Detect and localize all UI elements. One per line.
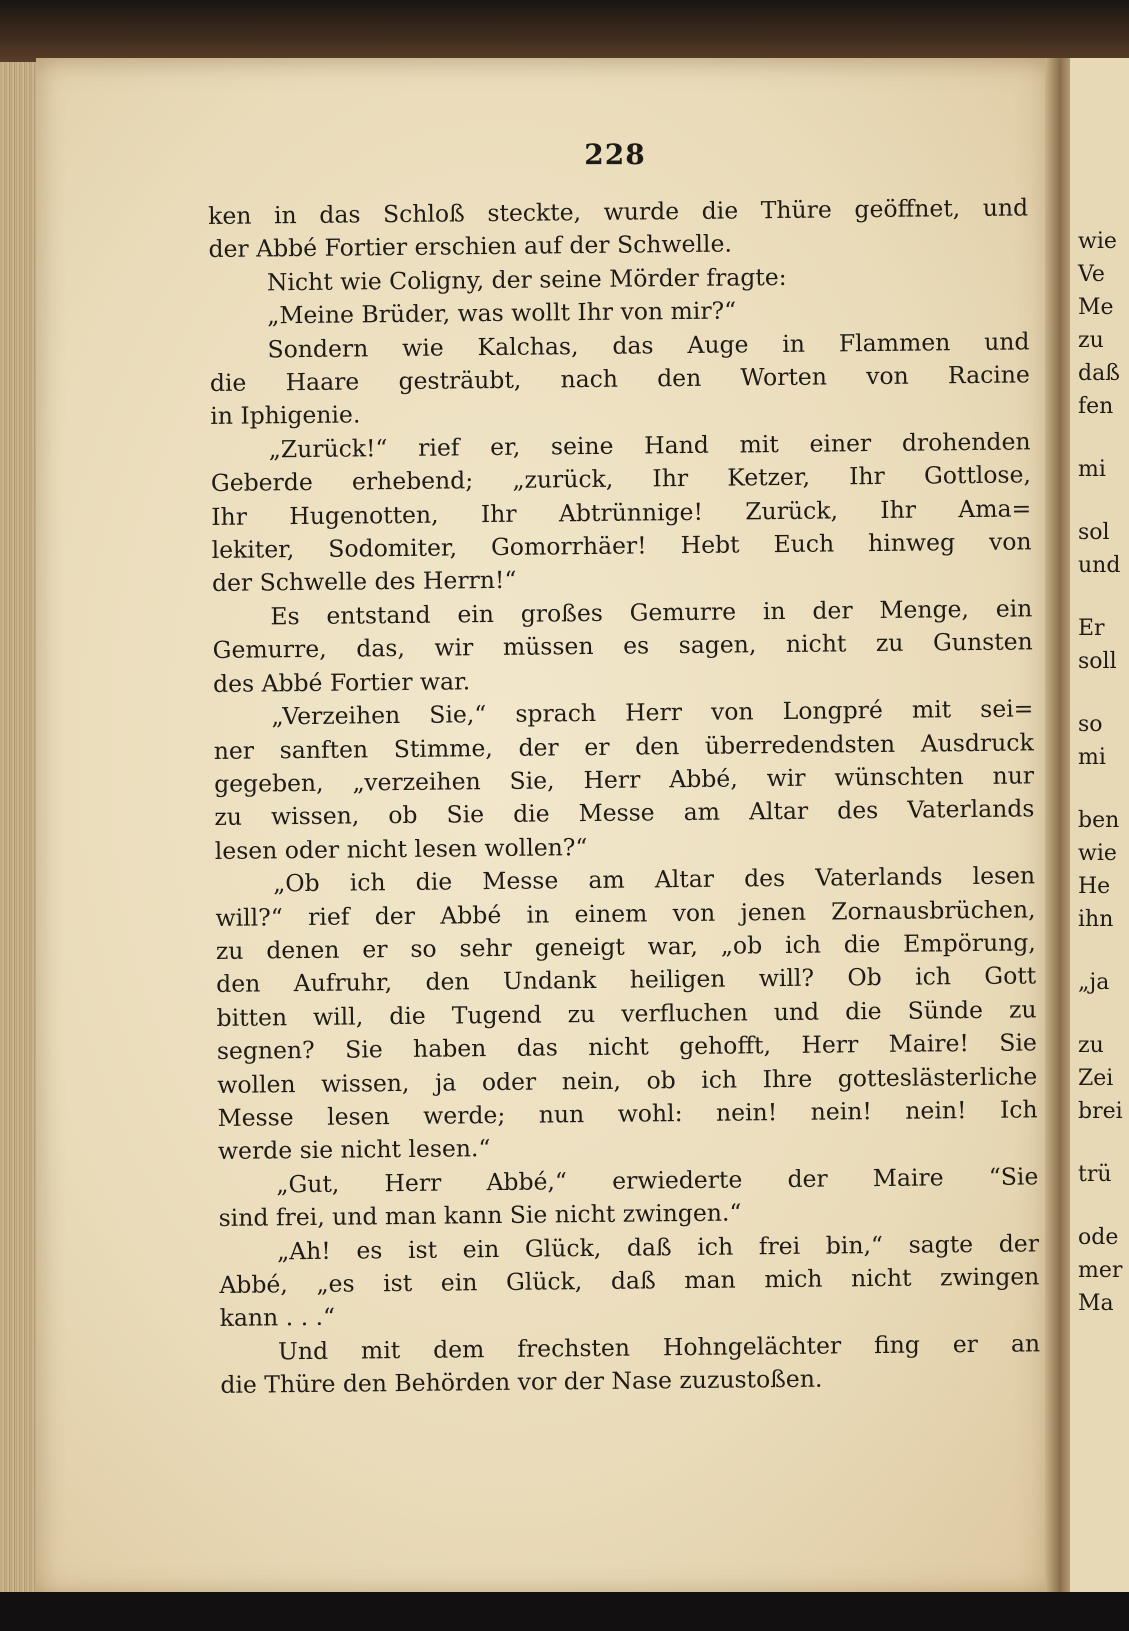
facing-page-fragment: mer: [1078, 1258, 1123, 1283]
text-line: werde sie nicht lesen.“: [217, 1134, 491, 1166]
facing-page-fragment: so: [1078, 712, 1103, 737]
facing-page-fragment: trü: [1078, 1162, 1112, 1187]
text-line: gegeben, „verzeihen Sie, Herr Abbé, wir wünschten nur: [213, 761, 1035, 798]
facing-page-fragment: Ve: [1078, 262, 1105, 287]
text-line: bitten will, die Tugend zu verfluchen und die Sünde zu: [216, 995, 1037, 1032]
page-stack-edges: [0, 62, 40, 1592]
facing-page-fragment: ode: [1078, 1225, 1119, 1250]
page-number: 228: [584, 138, 646, 171]
book-bottom-edge: [0, 1592, 1129, 1631]
text-line: „Ah! es ist ein Glück, daß ich frei bin,“ sagte der: [276, 1228, 1040, 1265]
text-line: in Iphigenie.: [210, 400, 361, 431]
facing-page-fragment: ihn: [1078, 907, 1114, 932]
text-line: Abbé, „es ist ein Glück, daß man mich nicht zwingen: [219, 1262, 1040, 1299]
facing-page-fragment: brei: [1078, 1099, 1123, 1124]
text-line: Und mit dem frechsten Hohngelächter fing er an: [277, 1329, 1041, 1366]
facing-page-fragment: fen: [1078, 394, 1114, 419]
text-line: „Gut, Herr Abbé,“ erwiederte der Maire “Sie: [276, 1162, 1039, 1199]
text-line: „Meine Brüder, was wollt Ihr von mir?“: [267, 296, 737, 330]
text-line: ner sanften Stimme, der er den überredendsten Ausdruck: [213, 727, 1034, 765]
text-line: zu wissen, ob Sie die Messe am Altar des Vaterlands: [214, 794, 1035, 832]
facing-page-fragment: mi: [1078, 745, 1106, 770]
facing-page-fragment: Ma: [1078, 1291, 1114, 1316]
facing-page-fragment: mi: [1078, 457, 1106, 482]
facing-page-fragment: wie: [1078, 841, 1117, 866]
text-line: sind frei, und man kann Sie nicht zwingen.“: [218, 1198, 742, 1233]
text-line: wollen wissen, ja oder nein, ob ich Ihre gotteslästerliche: [217, 1061, 1038, 1099]
text-line: Sondern wie Kalchas, das Auge in Flammen und: [267, 327, 1030, 364]
text-line: Es entstand ein großes Gemurre in der Menge, ein: [270, 594, 1033, 631]
facing-page-fragment: zu: [1078, 1033, 1104, 1058]
text-line: Messe lesen werde; nun wohl: nein! nein! nein! Ich: [217, 1095, 1038, 1132]
text-line: „Verzeihen Sie,“ sprach Herr von Longpré mit sei=: [271, 694, 1034, 731]
text-line: „Ob ich die Messe am Altar des Vaterlands lesen: [273, 861, 1036, 898]
text-line: segnen? Sie haben das nicht gehofft, Herr Maire! Sie: [216, 1028, 1038, 1066]
page-body-text: [208, 191, 1041, 1402]
text-line: ken in das Schloß steckte, wurde die Thüre geöffnet, und: [208, 193, 1029, 230]
text-line: „Zurück!“ rief er, seine Hand mit einer drohenden: [268, 427, 1031, 464]
facing-page-fragment: sol: [1078, 520, 1110, 545]
text-line: will?“ rief der Abbé in einem von jenen Zornausbrüchen,: [215, 894, 1036, 932]
text-line: die Haare gesträubt, nach den Worten von Racine: [209, 360, 1031, 398]
facing-page-fragment: He: [1078, 874, 1111, 899]
text-line: lekiter, Sodomiter, Gomorrhäer! Hebt Euch hinweg von: [211, 527, 1032, 565]
text-line: Ihr Hugenotten, Ihr Abtrünnige! Zurück, Ihr Ama=: [211, 494, 1032, 531]
book-top-edge: [0, 0, 1129, 62]
facing-page-fragment: daß: [1078, 361, 1120, 386]
text-line: die Thüre den Behörden vor der Nase zuzustoßen.: [220, 1364, 823, 1400]
text-line: kann . . .“: [219, 1303, 336, 1333]
facing-page-fragment: Zei: [1078, 1066, 1114, 1091]
text-line: der Schwelle des Herrn!“: [211, 566, 517, 598]
facing-page-fragment: Me: [1078, 295, 1114, 320]
facing-page-fragment: und: [1078, 553, 1121, 578]
text-line: Geberde erhebend; „zurück, Ihr Ketzer, Ihr Gottlose,: [210, 460, 1032, 498]
facing-page-fragment: zu: [1078, 328, 1104, 353]
text-line: der Abbé Fortier erschien auf der Schwelle.: [208, 229, 733, 264]
text-line: Gemurre, das, wir müssen es sagen, nicht zu Gunsten: [212, 627, 1033, 665]
text-line: lesen oder nicht lesen wollen?“: [214, 832, 588, 865]
facing-page-fragments: [1078, 225, 1129, 1320]
facing-page-fragment: ben: [1078, 808, 1120, 833]
text-line: den Aufruhr, den Undank heiligen will? Ob ich Gott: [216, 961, 1037, 999]
facing-page-fragment: „ja: [1078, 970, 1110, 995]
text-line: zu denen er so sehr geneigt war, „ob ich die Empörung,: [215, 928, 1036, 965]
text-line: Nicht wie Coligny, der seine Mörder fragte:: [266, 262, 787, 297]
facing-page-fragment: soll: [1078, 649, 1117, 674]
text-line: des Abbé Fortier war.: [212, 666, 471, 698]
facing-page-fragment: wie: [1078, 229, 1117, 254]
facing-page-fragment: Er: [1078, 616, 1105, 641]
